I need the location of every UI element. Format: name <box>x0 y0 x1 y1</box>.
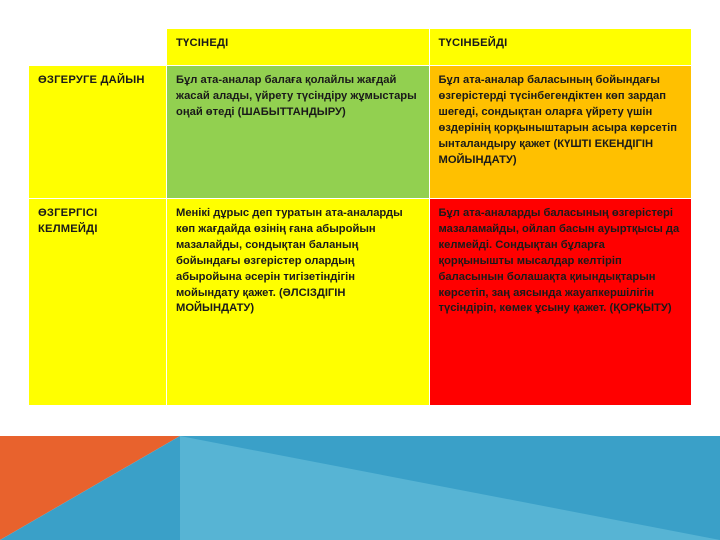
cell-not-ready-does-not-understand: Бұл ата-аналарды баласының өзгерістері мазаламайды, ойлап басын ауыртқысы да келмейді. Сондықтан бұларға қорқынышты мысалдар келтіріп баласынын болашақта қиындықтарын көрсетіп, заң аясында жауапкершілігін түсіндіріп, көмек ұсыну қажет. (ҚОРҚЫТУ) <box>429 199 692 406</box>
row-header-not-ready-to-change: ӨЗГЕРГІСІ КЕЛМЕЙДІ <box>29 199 167 406</box>
comparison-matrix <box>28 28 692 406</box>
table-header-row <box>29 29 692 66</box>
footer-shape-graphic <box>0 400 720 540</box>
cell-ready-does-not-understand: Бұл ата-аналар баласының бойындағы өзгерістерді түсінбегендіктен көп зардап шегеді, сондықтан оларға үйрету үшін өздерінің қорқыныштарын асыра көрсетіп ынталандыру қажет (КҮШТІ ЕКЕНДІГІН МОЙЫНДАТУ) <box>429 66 692 199</box>
column-header-understands: ТҮСІНЕДІ <box>167 29 430 66</box>
table-row <box>29 199 692 406</box>
row-header-ready-to-change: ӨЗГЕРУГЕ ДАЙЫН <box>29 66 167 199</box>
table-row <box>29 66 692 199</box>
corner-blank-cell <box>29 29 167 66</box>
cell-not-ready-understands: Менікі дұрыс деп туратын ата-аналарды көп жағдайда өзінің ғана абыройын мазалайды, сондықтан баланың бойындағы өзгерістер олардың абыройына әсерін тигізетіндігін мойындату қажет. (ӘЛСІЗДІГІН МОЙЫНДАТУ) <box>167 199 430 406</box>
cell-ready-understands: Бұл ата-аналар балаға қолайлы жағдай жасай алады, үйрету түсіндіру жұмыстары оңай өтеді (ШАБЫТТАНДЫРУ) <box>167 66 430 199</box>
column-header-does-not-understand: ТҮСІНБЕЙДІ <box>429 29 692 66</box>
slide-footer-decoration <box>0 400 720 540</box>
